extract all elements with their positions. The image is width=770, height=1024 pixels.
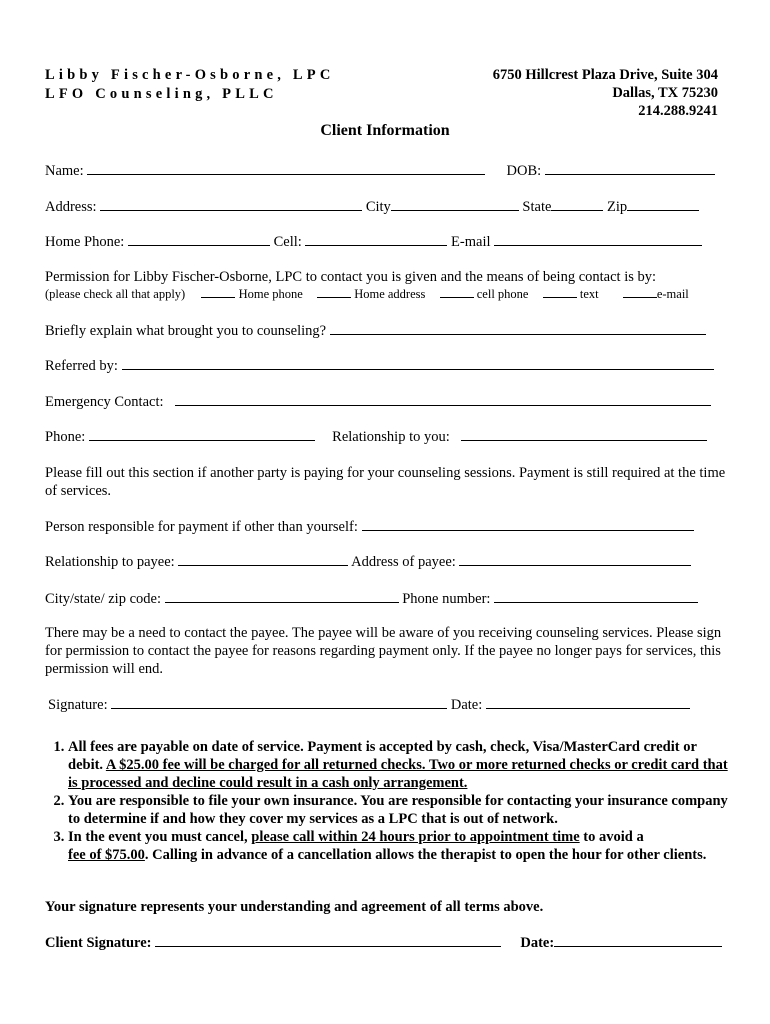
- payee-phone-label: Phone number:: [402, 591, 491, 607]
- referred-label: Referred by:: [45, 358, 118, 374]
- date-label: Date:: [450, 697, 483, 713]
- term-3: [68, 828, 735, 864]
- state-label: State: [522, 199, 552, 215]
- relationship-label: Relationship to you:: [332, 429, 450, 445]
- reason-field[interactable]: [330, 322, 706, 335]
- term-3-underlined-a: please call within 24 hours prior to appointment time: [251, 829, 580, 845]
- emergency-phone-field[interactable]: [89, 428, 315, 441]
- email-label: E-mail: [451, 234, 491, 250]
- term-1: [68, 738, 735, 792]
- payee-city-field[interactable]: [165, 590, 399, 603]
- zip-field[interactable]: [627, 198, 699, 211]
- cell-phone-checkbox[interactable]: [440, 287, 474, 298]
- signature-field[interactable]: [111, 696, 447, 709]
- cell-field[interactable]: [305, 233, 447, 246]
- permission-note: (please check all that apply): [45, 287, 186, 301]
- emergency-phone-label: Phone:: [45, 429, 86, 445]
- payee-city-label: City/state/ zip code:: [45, 591, 161, 607]
- name-label: Name:: [45, 163, 84, 179]
- address-line-2: Dallas, TX 75230: [612, 85, 718, 101]
- address-field[interactable]: [100, 198, 362, 211]
- address-label: Address:: [45, 199, 97, 215]
- home-phone-label: Home Phone:: [45, 234, 125, 250]
- term-1-text: All fees are payable on date of service. Payment is accepted by cash, check, Visa/MasterCard credit or debit.: [68, 739, 697, 773]
- payee-city-row: [45, 590, 698, 608]
- term-2: 2. You are responsible to file your own insurance. You are responsible for contacting your insurance company to determine if and how they cover my services as a LPC that is out of network.: [68, 792, 735, 828]
- payer-row: [45, 518, 694, 536]
- dob-field[interactable]: [545, 162, 715, 175]
- city-label: City: [365, 199, 391, 215]
- term-3-underlined-b: fee of $75.00: [68, 847, 145, 863]
- date-field[interactable]: [486, 696, 690, 709]
- practice-name: LFO Counseling, PLLC: [45, 86, 278, 102]
- emergency-field[interactable]: [175, 393, 711, 406]
- client-signature-row: [45, 934, 722, 952]
- practitioner-name-block: [45, 66, 335, 104]
- referred-row: [45, 357, 714, 375]
- payee-phone-field[interactable]: [494, 590, 698, 603]
- payee-address-field[interactable]: [459, 553, 691, 566]
- address-line-1: 6750 Hillcrest Plaza Drive, Suite 304: [492, 67, 718, 83]
- practice-address-block: [493, 66, 718, 120]
- state-field[interactable]: [551, 198, 603, 211]
- option-cell-phone: cell phone: [476, 287, 529, 301]
- address-row: [45, 198, 699, 216]
- signature-label: Signature:: [48, 697, 108, 713]
- term-3-text-c: . Calling in advance of a cancellation allows the therapist to open the hour for other clients.: [144, 847, 707, 863]
- terms-list: [45, 738, 735, 864]
- email-checkbox[interactable]: [623, 287, 657, 298]
- reason-label: Briefly explain what brought you to counseling?: [45, 323, 327, 339]
- cell-label: Cell:: [273, 234, 302, 250]
- client-date-field[interactable]: [554, 934, 722, 947]
- page-title: Client Information: [320, 122, 450, 139]
- home-address-checkbox[interactable]: [317, 287, 351, 298]
- payee-relationship-field[interactable]: [178, 553, 348, 566]
- emergency-phone-row: [45, 428, 707, 446]
- term-3-text-b: to avoid a: [579, 829, 644, 845]
- payer-label: Person responsible for payment if other than yourself:: [45, 519, 358, 535]
- email-field[interactable]: [494, 233, 702, 246]
- payee-row: [45, 553, 691, 571]
- zip-label: Zip: [607, 199, 628, 215]
- permission-options: [45, 287, 689, 302]
- client-date-label: Date:: [520, 935, 555, 951]
- payee-address-label: Address of payee:: [351, 554, 456, 570]
- phone-row: [45, 233, 702, 251]
- practitioner-name: Libby Fischer-Osborne, LPC: [45, 67, 335, 83]
- emergency-row: [45, 393, 711, 411]
- payee-relationship-label: Relationship to payee:: [45, 554, 175, 570]
- term-3-text-a: In the event you must cancel,: [68, 829, 252, 845]
- payer-field[interactable]: [362, 518, 694, 531]
- relationship-field[interactable]: [461, 428, 707, 441]
- option-home-address: Home address: [354, 287, 426, 301]
- agreement-text: Your signature represents your understanding and agreement of all terms above.: [45, 899, 544, 915]
- option-email: e-mail: [656, 287, 689, 301]
- referred-field[interactable]: [122, 357, 714, 370]
- payee-note: There may be a need to contact the payee. The payee will be aware of you receiving counseling services. Please sign for permission to contact the payee for reasons regarding payment only. If the payee no longer pays for services, this permission will end.: [45, 625, 722, 677]
- reason-row: [45, 322, 706, 340]
- name-field[interactable]: [87, 162, 485, 175]
- home-phone-checkbox[interactable]: [201, 287, 235, 298]
- text-checkbox[interactable]: [543, 287, 577, 298]
- practice-phone: 214.288.9241: [638, 103, 718, 119]
- client-signature-label: Client Signature:: [45, 935, 152, 951]
- emergency-label: Emergency Contact:: [45, 394, 164, 410]
- option-text: text: [579, 287, 599, 301]
- home-phone-field[interactable]: [128, 233, 270, 246]
- term-1-underlined: A $25.00 fee will be charged for all returned checks. Two or more returned checks or credit card that is processed and decline could result in a cash only arrangement.: [68, 757, 728, 791]
- client-signature-field[interactable]: [155, 934, 501, 947]
- payee-signature-row: [48, 696, 690, 714]
- option-home-phone: Home phone: [238, 287, 303, 301]
- name-row: [45, 162, 715, 180]
- payment-note: Please fill out this section if another party is paying for your counseling sessions. Payment is still required at the time of services.: [45, 465, 726, 499]
- dob-label: DOB:: [506, 163, 542, 179]
- permission-text: Permission for Libby Fischer-Osborne, LPC to contact you is given and the means of being contact is by:: [45, 269, 657, 285]
- city-field[interactable]: [391, 198, 519, 211]
